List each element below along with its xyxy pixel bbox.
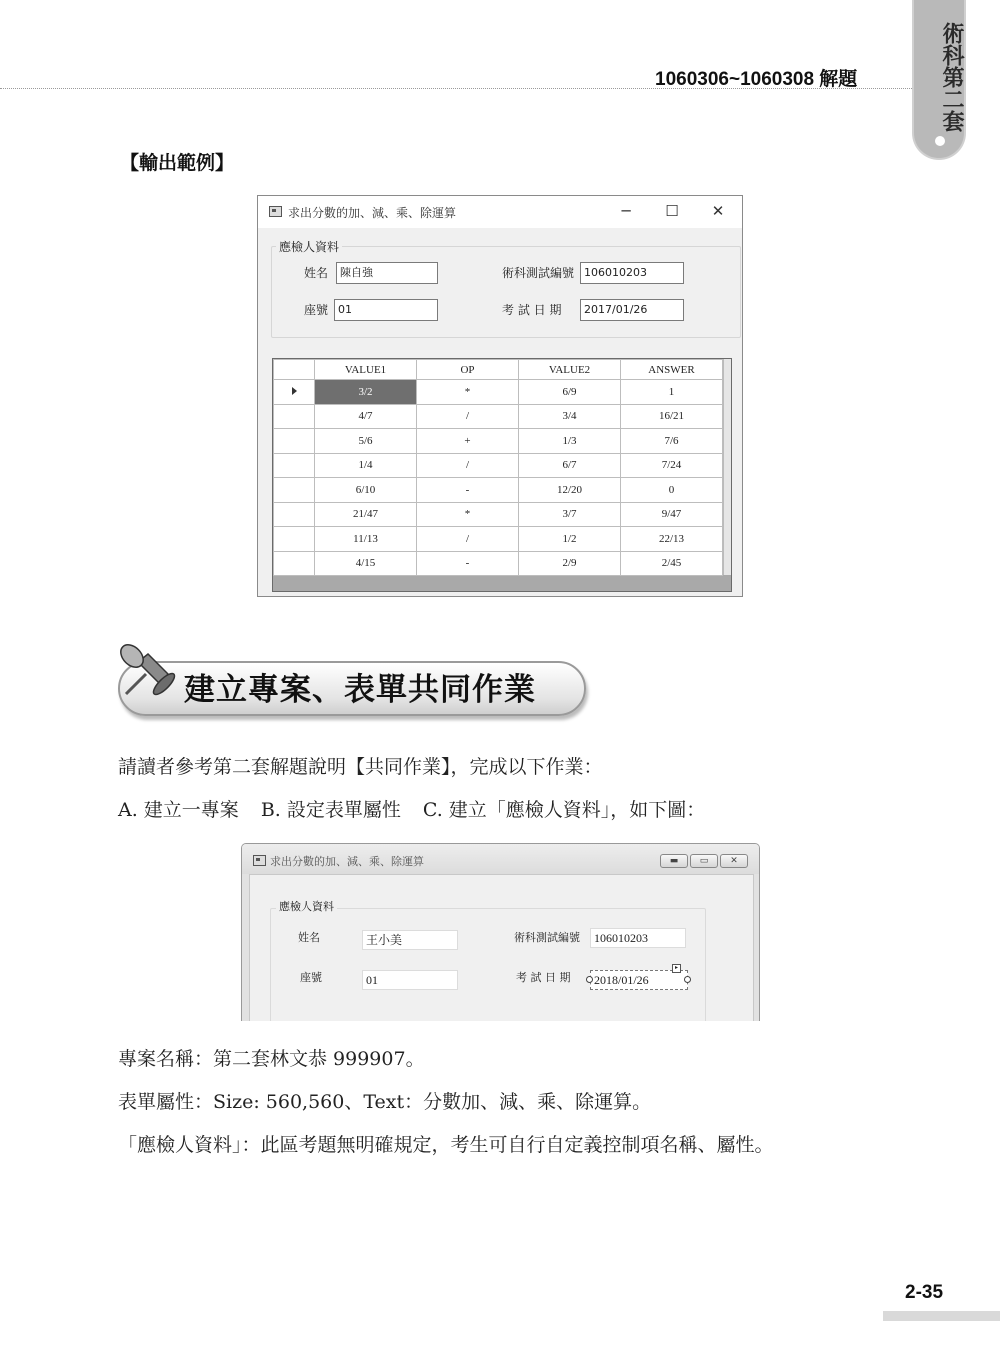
row-header[interactable]: [274, 429, 315, 454]
name-label: 姓名: [298, 931, 320, 944]
grid-cell[interactable]: 16/21: [621, 404, 723, 429]
table-row[interactable]: [274, 551, 723, 576]
heading-banner-title: 建立專案、表單共同作業: [184, 672, 536, 708]
exam-number-label: 術科測試編號: [502, 266, 575, 280]
grid-cell[interactable]: *: [417, 380, 519, 405]
close-button[interactable]: ✕: [720, 854, 748, 868]
minimize-button[interactable]: ─: [621, 202, 631, 220]
table-row[interactable]: [274, 404, 723, 429]
pushpin-icon: [116, 640, 184, 700]
project-name-paragraph: 專案名稱：第二套林文恭 999907。: [118, 1048, 425, 1070]
grid-cell[interactable]: /: [417, 453, 519, 478]
row-header[interactable]: [274, 404, 315, 429]
examinee-info-groupbox: [271, 246, 741, 338]
exam-date-picker[interactable]: 2018/01/26: [590, 970, 688, 990]
grid-cell[interactable]: 3/2: [315, 380, 417, 405]
window-titlebar: [258, 196, 742, 228]
form-properties-paragraph: 表單屬性：Size: 560,560、Text：分數加、減、乘、除運算。: [118, 1091, 652, 1113]
page-header-title: 1060306~1060308 解題: [655, 69, 858, 90]
exam-date-label: 考 試 日 期: [516, 971, 571, 984]
table-row[interactable]: [274, 478, 723, 503]
intro-paragraph: 請讀者參考第二套解題說明【共同作業】，完成以下作業：: [118, 756, 603, 778]
output-example-window: [257, 195, 743, 597]
groupbox-title: 應檢人資料: [276, 238, 342, 255]
grid-cell[interactable]: 5/6: [315, 429, 417, 454]
grid-cell[interactable]: 3/4: [519, 404, 621, 429]
grid-cell[interactable]: /: [417, 404, 519, 429]
name-input[interactable]: 王小美: [362, 930, 458, 950]
grid-cell[interactable]: 1/2: [519, 527, 621, 552]
grid-cell[interactable]: 7/24: [621, 453, 723, 478]
exam-number-label: 術科測試編號: [514, 931, 580, 944]
grid-cell[interactable]: 6/10: [315, 478, 417, 503]
grid-cell[interactable]: 1: [621, 380, 723, 405]
exam-date-label: 考 試 日 期: [502, 303, 562, 317]
grid-cell[interactable]: 1/4: [315, 453, 417, 478]
results-datagrid[interactable]: [272, 358, 732, 592]
app-form-icon: [269, 206, 282, 217]
grid-cell[interactable]: 12/20: [519, 478, 621, 503]
row-header[interactable]: [274, 527, 315, 552]
window-title: 求出分數的加、減、乘、除運算: [270, 855, 424, 868]
date-picker-dropdown-icon[interactable]: ▸: [672, 964, 681, 973]
groupbox-title: 應檢人資料: [276, 898, 337, 914]
grid-cell[interactable]: 2/9: [519, 551, 621, 576]
grid-cell[interactable]: 3/7: [519, 502, 621, 527]
section-label-output-example: 【輸出範例】: [120, 152, 235, 174]
side-tab-dot-icon: [935, 136, 945, 146]
step-b-text: B. 設定表單屬性: [260, 799, 401, 821]
group-note-paragraph: 「應檢人資料」：此區考題無明確規定，考生可自行自定義控制項名稱、屬性。: [118, 1134, 774, 1156]
form-client-area: [249, 874, 754, 1021]
grid-cell[interactable]: 6/9: [519, 380, 621, 405]
grid-cell[interactable]: 4/15: [315, 551, 417, 576]
column-header-answer[interactable]: ANSWER: [621, 360, 723, 380]
current-row-arrow-icon: [292, 387, 297, 395]
grid-cell[interactable]: *: [417, 502, 519, 527]
seat-input[interactable]: 01: [334, 299, 438, 321]
window-title: 求出分數的加、減、乘、除運算: [288, 206, 457, 220]
seat-label: 座號: [300, 971, 322, 984]
header-divider: [0, 88, 912, 89]
grid-cell[interactable]: 6/7: [519, 453, 621, 478]
row-header-corner: [274, 360, 315, 380]
row-header[interactable]: [274, 502, 315, 527]
steps-paragraph: [118, 795, 705, 822]
table-row[interactable]: [274, 527, 723, 552]
seat-input[interactable]: 01: [362, 970, 458, 990]
form-designer-window: [241, 843, 760, 1021]
examinee-info-groupbox: [270, 908, 706, 1021]
row-header[interactable]: [274, 551, 315, 576]
grid-cell[interactable]: 22/13: [621, 527, 723, 552]
close-button[interactable]: ✕: [711, 202, 725, 220]
grid-cell[interactable]: 2/45: [621, 551, 723, 576]
name-label: 姓名: [304, 266, 329, 280]
grid-cell[interactable]: +: [417, 429, 519, 454]
column-header-value1[interactable]: VALUE1: [315, 360, 417, 380]
side-tab-label: 術科第二套: [939, 22, 965, 132]
grid-cell[interactable]: 11/13: [315, 527, 417, 552]
maximize-button[interactable]: ☐: [665, 202, 679, 220]
grid-cell[interactable]: /: [417, 527, 519, 552]
name-input[interactable]: 陳自強: [336, 262, 438, 284]
resize-handle-right[interactable]: [684, 976, 691, 983]
table-row[interactable]: [274, 429, 723, 454]
grid-cell[interactable]: -: [417, 478, 519, 503]
grid-cell[interactable]: -: [417, 551, 519, 576]
row-header[interactable]: [274, 380, 315, 405]
seat-label: 座號: [304, 303, 329, 317]
grid-vertical-scrollbar[interactable]: [723, 359, 731, 575]
app-form-icon: [253, 855, 266, 866]
table-row[interactable]: [274, 380, 723, 405]
grid-cell[interactable]: 0: [621, 478, 723, 503]
exam-number-input[interactable]: 106010203: [590, 928, 686, 948]
step-c-text: C. 建立「應檢人資料」，如下圖：: [422, 799, 706, 821]
table-row[interactable]: [274, 453, 723, 478]
grid-header-row: [274, 360, 723, 380]
exam-number-input[interactable]: 106010203: [580, 262, 684, 284]
grid-cell[interactable]: 1/3: [519, 429, 621, 454]
grid-cell[interactable]: 4/7: [315, 404, 417, 429]
resize-handle-left[interactable]: [586, 976, 593, 983]
grid-cell[interactable]: 7/6: [621, 429, 723, 454]
grid-cell[interactable]: 21/47: [315, 502, 417, 527]
grid-cell[interactable]: 9/47: [621, 502, 723, 527]
row-header[interactable]: [274, 478, 315, 503]
minimize-button[interactable]: ▬: [660, 854, 688, 868]
maximize-button[interactable]: ▭: [690, 854, 718, 868]
row-header[interactable]: [274, 453, 315, 478]
column-header-value2[interactable]: VALUE2: [519, 360, 621, 380]
column-header-op[interactable]: OP: [417, 360, 519, 380]
table-row[interactable]: [274, 502, 723, 527]
window-titlebar: [242, 844, 759, 874]
chapter-side-tab: [912, 0, 966, 160]
step-a-text: A. 建立一專案: [118, 799, 239, 821]
exam-date-picker[interactable]: 2017/01/26: [580, 299, 684, 321]
page-number-bar: [883, 1311, 1000, 1321]
page-number: 2-35: [905, 1282, 944, 1303]
